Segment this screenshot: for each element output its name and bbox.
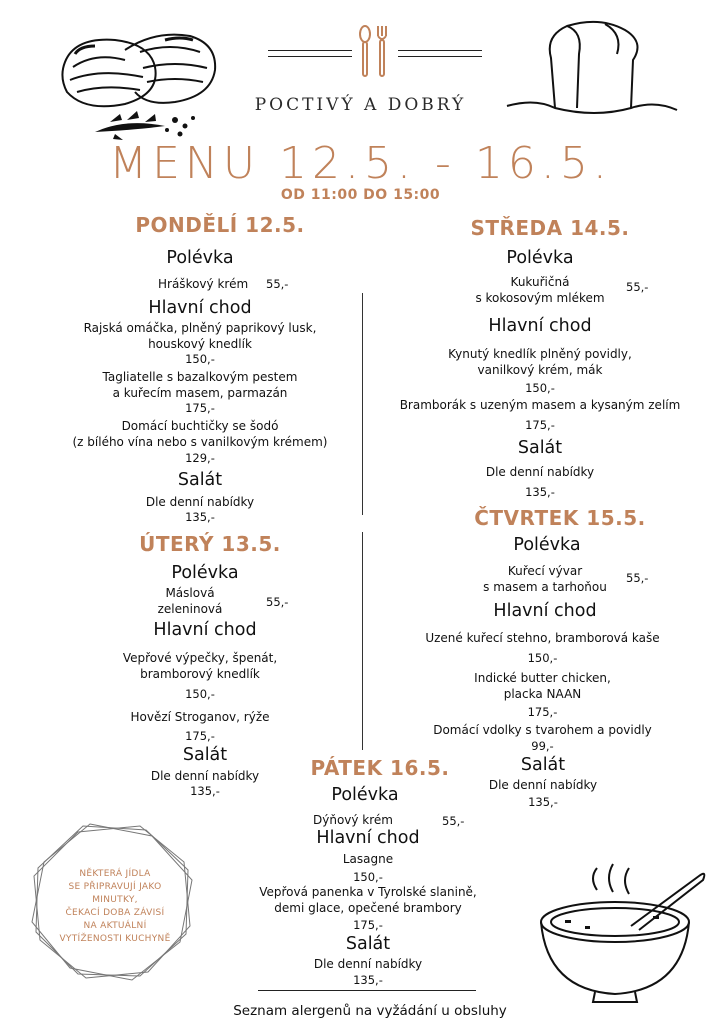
brand-name: POCTIVÝ A DOBRÝ (254, 95, 467, 115)
salad-item: Dle denní nabídky (313, 957, 423, 971)
salad-item: Dle denní nabídky (485, 465, 595, 479)
menu-item-price: 99,- (531, 739, 554, 753)
salad-price: 135,- (353, 973, 383, 987)
menu-item-price: 175,- (525, 418, 555, 432)
menu-item: Vepřové výpečky, špenát, bramborový knedlík (122, 651, 278, 681)
menu-item-price: 175,- (185, 729, 215, 743)
column-divider (362, 532, 363, 750)
day-heading-tuesday: ÚTERÝ 13.5. (139, 532, 281, 556)
steak-illustration (55, 22, 225, 147)
menu-item-price: 150,- (353, 870, 383, 884)
menu-item: Domácí buchtičky se šodó (z bílého vína nebo s vanilkovým krémem) (72, 419, 328, 449)
salad-label: Salát (182, 745, 228, 765)
salad-label: Salát (177, 470, 223, 490)
day-heading-monday: PONDĚLÍ 12.5. (135, 213, 305, 237)
menu-title: MENU 12.5. - 16.5. (109, 138, 612, 189)
soup-label: Polévka (513, 535, 581, 555)
salad-price: 135,- (525, 485, 555, 499)
column-divider (362, 293, 363, 515)
soup-price: 55,- (266, 595, 289, 609)
salad-item: Dle denní nabídky (150, 769, 260, 783)
salad-price: 135,- (190, 784, 220, 798)
menu-item: Vepřová panenka v Tyrolské slanině, demi glace, opečené brambory (259, 885, 477, 915)
soup-item: Kuřecí vývar s masem a tarhoňou (483, 564, 607, 594)
soup-label: Polévka (331, 785, 399, 805)
menu-item: Bramborák s uzeným masem a kysaným zelím (399, 398, 681, 412)
menu-item-price: 150,- (525, 381, 555, 395)
soup-label: Polévka (166, 248, 234, 268)
kitchen-note: NĚKTERÁ JÍDLA SE PŘIPRAVUJÍ JAKO MINUTKY, ČEKACÍ DOBA ZÁVISÍ NA AKTUÁLNÍ VYTÍŽENOSTI KUCHYNĚ (59, 869, 171, 944)
soup-price: 55,- (266, 277, 289, 291)
menu-item-price: 150,- (185, 352, 215, 366)
day-heading-wednesday: STŘEDA 14.5. (470, 216, 630, 240)
menu-item: Rajská omáčka, plněný paprikový lusk, houskový knedlík (83, 321, 317, 351)
menu-item-price: 150,- (185, 687, 215, 701)
salad-item: Dle denní nabídky (488, 778, 598, 792)
fork-spoon-icon (355, 24, 395, 80)
menu-item-price: 150,- (527, 651, 558, 665)
day-heading-friday: PÁTEK 16.5. (310, 756, 450, 780)
menu-item-price: 175,- (185, 401, 215, 415)
soup-price: 55,- (442, 814, 465, 828)
main-label: Hlavní chod (148, 298, 252, 318)
main-label: Hlavní chod (488, 316, 592, 336)
menu-item: Domácí vdolky s tvarohem a povidly (433, 723, 652, 737)
salad-item: Dle denní nabídky (145, 495, 255, 509)
salad-price: 135,- (528, 795, 558, 809)
main-label: Hlavní chod (316, 828, 420, 848)
soup-price: 55,- (626, 571, 649, 585)
menu-item-price: 175,- (527, 705, 558, 719)
menu-item-price: 129,- (185, 451, 215, 465)
salad-label: Salát (345, 934, 391, 954)
opening-hours: OD 11:00 DO 15:00 (280, 187, 441, 203)
soup-item: Dýňový krém (313, 813, 393, 827)
menu-item: Tagliatelle s bazalkovým pestem a kuřecím masem, parmazán (102, 370, 298, 400)
menu-item: Uzené kuřecí stehno, bramborová kaše (425, 631, 660, 645)
salad-price: 135,- (185, 510, 215, 524)
day-heading-thursday: ČTVRTEK 15.5. (474, 506, 646, 530)
soup-bowl-illustration (535, 860, 710, 1010)
main-label: Hlavní chod (493, 601, 597, 621)
menu-item-price: 175,- (353, 918, 383, 932)
main-label: Hlavní chod (153, 620, 257, 640)
soup-label: Polévka (506, 248, 574, 268)
menu-item: Kynutý knedlík plněný povidly, vanilkový krém, mák (448, 347, 632, 377)
salad-label: Salát (517, 438, 563, 458)
soup-label: Polévka (171, 563, 239, 583)
salad-label: Salát (520, 755, 566, 775)
footer-divider (258, 990, 476, 991)
menu-item: Lasagne (342, 852, 394, 866)
soup-item: Máslová zeleninová (157, 586, 223, 616)
allergen-footer: Seznam alergenů na vyžádání u obsluhy (233, 1003, 507, 1019)
menu-item: Indické butter chicken, placka NAAN (474, 671, 611, 701)
soup-item: Kukuřičná s kokosovým mlékem (475, 275, 605, 305)
soup-item: Hráškový krém (158, 277, 249, 291)
menu-item: Hovězí Stroganov, rýže (130, 710, 270, 724)
soup-price: 55,- (626, 280, 649, 294)
